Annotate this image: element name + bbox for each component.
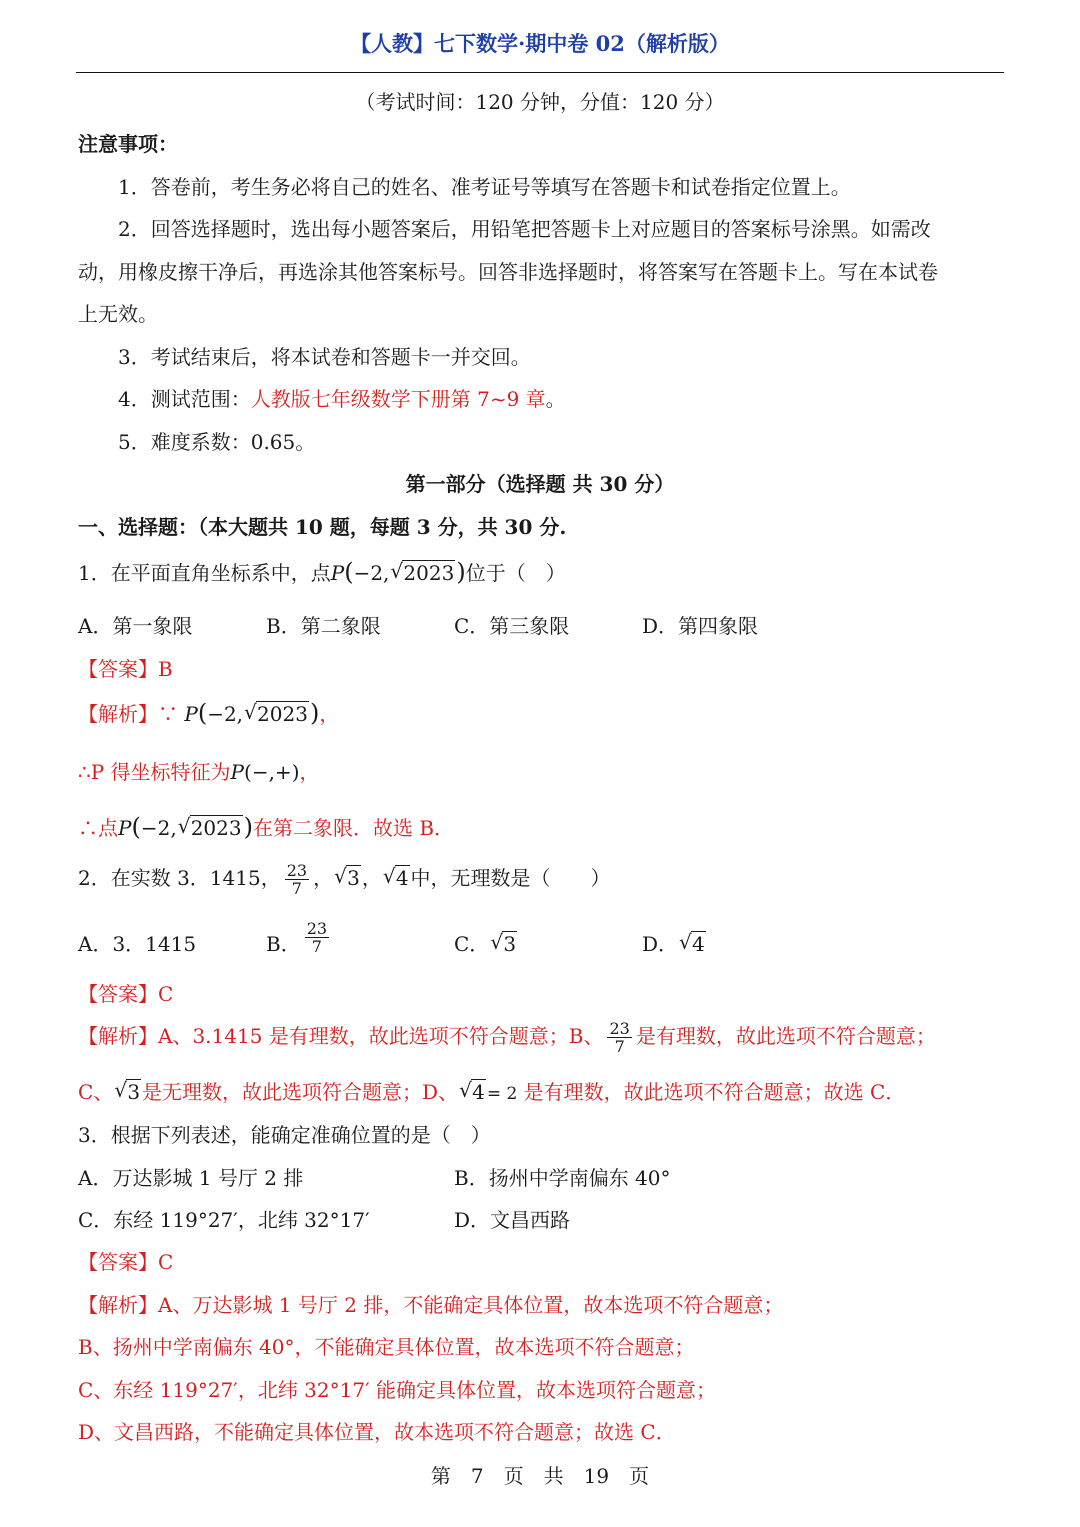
- header-rule: [76, 72, 1004, 73]
- document-title: 【人教】七下数学·期中卷 02（解析版）: [350, 31, 730, 56]
- notice-item-2-line-1: 2．回答选择题时，选出每小题答案后，用铅笔把答题卡上对应题目的答案标号涂黑。如需改: [118, 217, 931, 241]
- q3-analysis-line-2: B、扬州中学南偏东 40°，不能确定具体位置，故本选项不符合题意；: [78, 1335, 695, 1359]
- q2-option-c: C．√ 3: [454, 928, 518, 957]
- sqrt-3: √ 3: [334, 866, 361, 890]
- q3-option-d: D．文昌西路: [454, 1208, 571, 1232]
- question-1-stem: 1．在平面直角坐标系中，点P(−2,√ 2023)位于（ ）: [78, 557, 1002, 586]
- fraction-23-7: $\frac{23}{7}$: [609, 1019, 630, 1056]
- q3-option-b: B．扬州中学南偏东 40°: [454, 1166, 671, 1190]
- sqrt-4: √ 4: [459, 1080, 486, 1104]
- sqrt-4: √ 4: [383, 866, 410, 890]
- q3-analysis-line-4: D、文昌西路，不能确定具体位置，故本选项不符合题意；故选 C．: [78, 1420, 676, 1444]
- question-2-suffix: 中，无理数是（ ）: [410, 866, 611, 890]
- q1-option-d: D．第四象限: [642, 614, 759, 638]
- q3-answer: 【答案】C: [78, 1250, 174, 1274]
- q2-analysis-line-2: C、√ 3 是无理数，故此选项符合题意；D、√ 4 = 2 是有理数，故此选项不符合题意；故选 C．: [78, 1076, 1002, 1105]
- q2-option-a: A．3．1415: [78, 932, 197, 956]
- test-range: 人教版七年级数学下册第 7~9 章: [250, 387, 546, 411]
- question-2-text: 2．在实数 3．1415，: [78, 866, 281, 890]
- sqrt-2023: √ 2023: [244, 702, 309, 726]
- q3-option-a: A．万达影城 1 号厅 2 排: [78, 1166, 304, 1190]
- q1-option-c: C．第三象限: [454, 614, 570, 638]
- notice-item-4: [118, 383, 1002, 412]
- q2-option-b: B． $\frac{23}{7}$: [266, 919, 328, 956]
- notice-heading: 注意事项：: [78, 132, 178, 156]
- sqrt-4: √ 4: [679, 932, 706, 956]
- notice-item-5: 5．难度系数：0.65。: [118, 430, 316, 454]
- analysis-label: 【解析】: [78, 702, 158, 726]
- page-number: 第 7 页 共 19 页: [430, 1464, 650, 1488]
- question-3-stem: 3．根据下列表述，能确定准确位置的是（ ）: [78, 1123, 491, 1147]
- q3-analysis-line-1: 【解析】A、万达影城 1 号厅 2 排，不能确定具体位置，故本选项不符合题意；: [78, 1293, 784, 1317]
- q1-analysis-line-3: ∴点P(−2,√ 2023)在第二象限．故选 B．: [78, 812, 1002, 841]
- question-2-stem: 2．在实数 3．1415， $\frac{23}{7}$ ，√ 3 ，√ 4 中，无理数是（ ）: [78, 862, 1002, 897]
- fraction-23-7: $\frac{23}{7}$: [286, 861, 308, 898]
- sqrt-2023: √ 2023: [178, 816, 243, 840]
- sqrt-2023: √ 2023: [390, 561, 455, 585]
- exam-info: （考试时间：120 分钟，分值：120 分）: [355, 90, 725, 114]
- because-symbol: ∵: [158, 702, 178, 726]
- notice-item-3: 3．考试结束后，将本试卷和答题卡一并交回。: [118, 345, 531, 369]
- coord-x: −2,: [353, 561, 390, 585]
- q1-analysis-line-1: 【解析】∵ P(−2,√ 2023)，: [78, 698, 1002, 727]
- notice-item-2-line-3: 上无效。: [78, 302, 158, 326]
- section-heading: 一、选择题：（本大题共 10 题，每题 3 分，共 30 分.: [78, 515, 567, 539]
- sqrt-3: √ 3: [490, 932, 517, 956]
- question-1-suffix: 位于（ ）: [465, 561, 566, 585]
- q3-analysis-line-3: C、东经 119°27′，北纬 32°17′ 能确定具体位置，故本选项符合题意；: [78, 1378, 716, 1402]
- q1-option-b: B．第二象限: [266, 614, 381, 638]
- q1-answer: 【答案】B: [78, 657, 173, 681]
- notice-item-1: 1．答卷前，考生务必将自己的姓名、准考证号等填写在答题卡和试卷指定位置上。: [118, 175, 851, 199]
- fraction-23-7: $\frac{23}{7}$: [306, 919, 328, 956]
- notice-item-4-suffix: 。: [545, 387, 566, 411]
- q2-analysis-line-1: 【解析】A、3.1415 是有理数，故此选项不符合题意；B、 $\frac{23}{7}$ 是有理数，故此选项不符合题意；: [78, 1019, 936, 1056]
- point-label: P: [330, 561, 345, 585]
- notice-item-2-line-2: 动，用橡皮擦干净后，再选涂其他答案标号。回答非选择题时，将答案写在答题卡上。写在本试卷: [78, 260, 938, 284]
- q1-analysis-line-2: ∴P 得坐标特征为P(−,+)，: [78, 760, 320, 784]
- sqrt-3: √ 3: [114, 1080, 141, 1104]
- q1-option-a: A．第一象限: [78, 614, 193, 638]
- part-heading: 第一部分（选择题 共 30 分）: [405, 472, 675, 496]
- q2-option-d: D．√ 4: [642, 928, 707, 957]
- q2-answer: 【答案】C: [78, 982, 174, 1006]
- notice-item-4-prefix: 4．测试范围：: [118, 387, 251, 411]
- question-1-text: 1．在平面直角坐标系中，点: [78, 561, 331, 585]
- q3-option-c: C．东经 119°27′，北纬 32°17′: [78, 1208, 370, 1232]
